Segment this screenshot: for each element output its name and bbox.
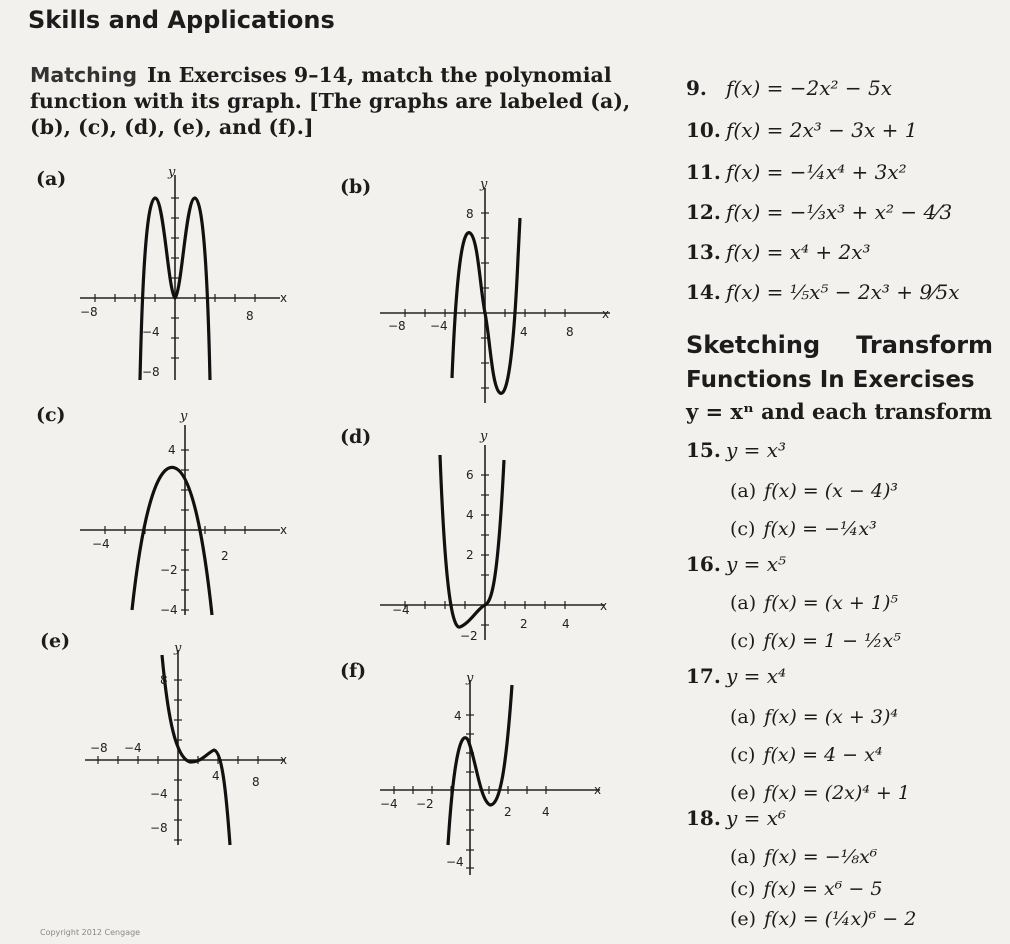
graph-e [80,640,300,859]
graph-c-xtick-1: 2 [221,549,229,563]
exercise-number: 10. [686,118,721,142]
exercise-formula: f(x) = 2x³ − 3x + 1 [726,118,918,142]
graph-e-ytick-2: −8 [150,821,168,835]
graph-f-xtick-1: −2 [416,797,434,811]
part-formula: f(x) = (2x)⁴ + 1 [764,782,910,804]
graph-b-y-label: y [480,177,488,192]
graph-e-xtick-3: 8 [252,775,260,789]
graph-a-ytick-1: −8 [142,365,160,379]
graph-a-ytick-0: −4 [142,325,160,339]
graph-d-x-label: x [600,599,608,613]
graph-f-xtick-2: 2 [504,805,512,819]
part-label: (a) [730,480,757,502]
exercise-number: 14. [686,280,721,304]
sketching-instructions [686,364,992,428]
graph-f-svg [380,670,620,885]
problem-16-a [730,592,898,614]
graph-f-ytick-1: −4 [446,855,464,869]
problem-number: 17. [686,664,721,688]
part-formula: f(x) = 4 − x⁴ [763,744,883,766]
graph-d-ytick-2: 2 [466,548,474,562]
exercise-number: 12. [686,200,721,224]
exercise-formula: f(x) = −2x² − 5x [726,76,893,100]
problem-18-a [730,846,877,868]
part-formula: f(x) = −¼x³ [763,518,877,540]
graph-c-svg [80,410,300,620]
graph-c-ytick-2: −4 [160,603,178,617]
graph-f-label: (f) [340,660,367,682]
part-formula: f(x) = (x + 3)⁴ [764,706,898,728]
matching-text: In Exercises 9–14, match the polynomial function with its graph. [The graphs are labeled (a), (b), (c), (d), (e), and (f).] [30,63,631,139]
problem-16 [686,552,786,576]
graph-f-x-label: x [594,783,602,797]
part-label: (a) [730,706,757,728]
graph-e-xtick-0: −8 [90,741,108,755]
section-title: Skills and Applications [28,6,335,34]
part-label: (c) [730,630,756,652]
graph-f-y-label: y [466,671,474,686]
graph-e-x-label: x [280,753,288,767]
problem-number: 18. [686,806,721,830]
matching-instructions [30,62,640,140]
graph-d-ytick-3: −2 [460,629,478,643]
graph-c-xtick-0: −4 [92,537,110,551]
problem-base: y = x⁶ [726,806,787,830]
part-label: (c) [730,878,756,900]
problem-18-c [730,878,882,900]
problem-15 [686,438,786,462]
part-label: (a) [730,592,757,614]
problem-17-c [730,744,882,766]
part-formula: f(x) = −⅛x⁶ [764,846,878,868]
graph-e-curve [162,655,230,845]
sketching-line-2: y = xⁿ and each transform [686,399,993,424]
exercise-11 [686,160,907,184]
problem-16-c [730,630,901,652]
part-label: (c) [730,744,756,766]
exercise-10 [686,118,917,142]
graph-a-xtick-0: −8 [80,305,98,319]
exercise-formula: f(x) = −⅓x³ + x² − 4⁄3 [726,200,953,224]
problem-18-e [730,908,916,930]
graph-a-label: (a) [36,168,67,190]
graph-c-x-label: x [280,523,288,537]
graph-c-ytick-1: −2 [160,563,178,577]
exercise-number: 13. [686,240,721,264]
graph-e-xtick-1: −4 [124,741,142,755]
problem-15-c [730,518,877,540]
problem-base: y = x⁴ [726,664,787,688]
exercise-13 [686,240,871,264]
graph-b-xtick-2: 4 [520,325,528,339]
graph-d [380,430,620,649]
problem-base: y = x³ [726,438,787,462]
graph-e-label: (e) [40,630,71,652]
graph-b-ytick-0: 8 [466,207,474,221]
graph-b-curve [452,218,520,393]
graph-c-label: (c) [36,404,66,426]
graph-e-ytick-1: −4 [150,787,168,801]
problem-17-e [730,782,910,804]
graph-e-ytick-0: 8 [160,673,168,687]
graph-b-xtick-0: −8 [388,319,406,333]
graph-f [380,670,620,889]
part-formula: f(x) = (x − 4)³ [764,480,898,502]
exercise-12 [686,200,952,224]
graph-d-ytick-1: 4 [466,508,474,522]
exercise-number: 11. [686,160,721,184]
exercise-formula: f(x) = x⁴ + 2x³ [726,240,871,264]
problem-base: y = x⁵ [726,552,787,576]
graph-b-x-label: x [602,307,610,321]
copyright-notice: Copyright 2012 Cengage [40,928,141,937]
exercise-formula: f(x) = ⅕x⁵ − 2x³ + 9⁄5x [726,280,960,304]
graph-a-xtick-1: 8 [246,309,254,323]
graph-c-y-label: y [180,409,188,424]
part-formula: f(x) = x⁶ − 5 [763,878,883,900]
matching-lead: Matching [30,63,138,87]
graph-a-svg [80,165,290,385]
part-label: (e) [730,908,757,930]
graph-b-xtick-1: −4 [430,319,448,333]
graph-b-xtick-3: 8 [566,325,574,339]
part-formula: f(x) = (x + 1)⁵ [764,592,898,614]
part-label: (c) [730,518,756,540]
problem-17 [686,664,786,688]
graph-b [380,178,620,412]
graph-e-xtick-2: 4 [212,769,220,783]
sketching-heading [686,330,993,360]
graph-d-xtick-0: −4 [392,603,410,617]
exercise-formula: f(x) = −¼x⁴ + 3x² [726,160,907,184]
graph-d-y-label: y [480,429,488,444]
graph-c [80,410,300,624]
graph-d-xtick-2: 4 [562,617,570,631]
graph-d-xtick-1: 2 [520,617,528,631]
graph-b-svg [380,178,620,408]
graph-d-label: (d) [340,426,372,448]
part-label: (e) [730,782,757,804]
part-formula: f(x) = (¼x)⁶ − 2 [764,908,917,930]
problem-18 [686,806,786,830]
exercise-9 [686,76,892,100]
graph-d-ytick-0: 6 [466,468,474,482]
exercise-14 [686,280,959,304]
graph-a-x-label: x [280,291,288,305]
graph-c-ytick-0: 4 [168,443,176,457]
exercise-number: 9. [686,76,707,100]
graph-b-label: (b) [340,176,372,198]
graph-f-xtick-3: 4 [542,805,550,819]
graph-f-xtick-0: −4 [380,797,398,811]
part-formula: f(x) = 1 − ½x⁵ [763,630,901,652]
graph-a [80,165,290,389]
problem-number: 15. [686,438,721,462]
sketching-title-2: Transform [856,331,994,359]
graph-c-curve [132,467,212,615]
problem-17-a [730,706,898,728]
problem-15-a [730,480,898,502]
problem-number: 16. [686,552,721,576]
part-label: (a) [730,846,757,868]
graph-e-y-label: y [174,641,182,656]
graph-e-svg [80,640,300,855]
graph-d-svg [380,430,620,645]
graph-a-y-label: y [168,165,176,180]
sketching-title-1: Sketching [686,331,821,359]
sketching-line-1: Functions In Exercises [686,367,975,393]
graph-f-ytick-0: 4 [454,709,462,723]
